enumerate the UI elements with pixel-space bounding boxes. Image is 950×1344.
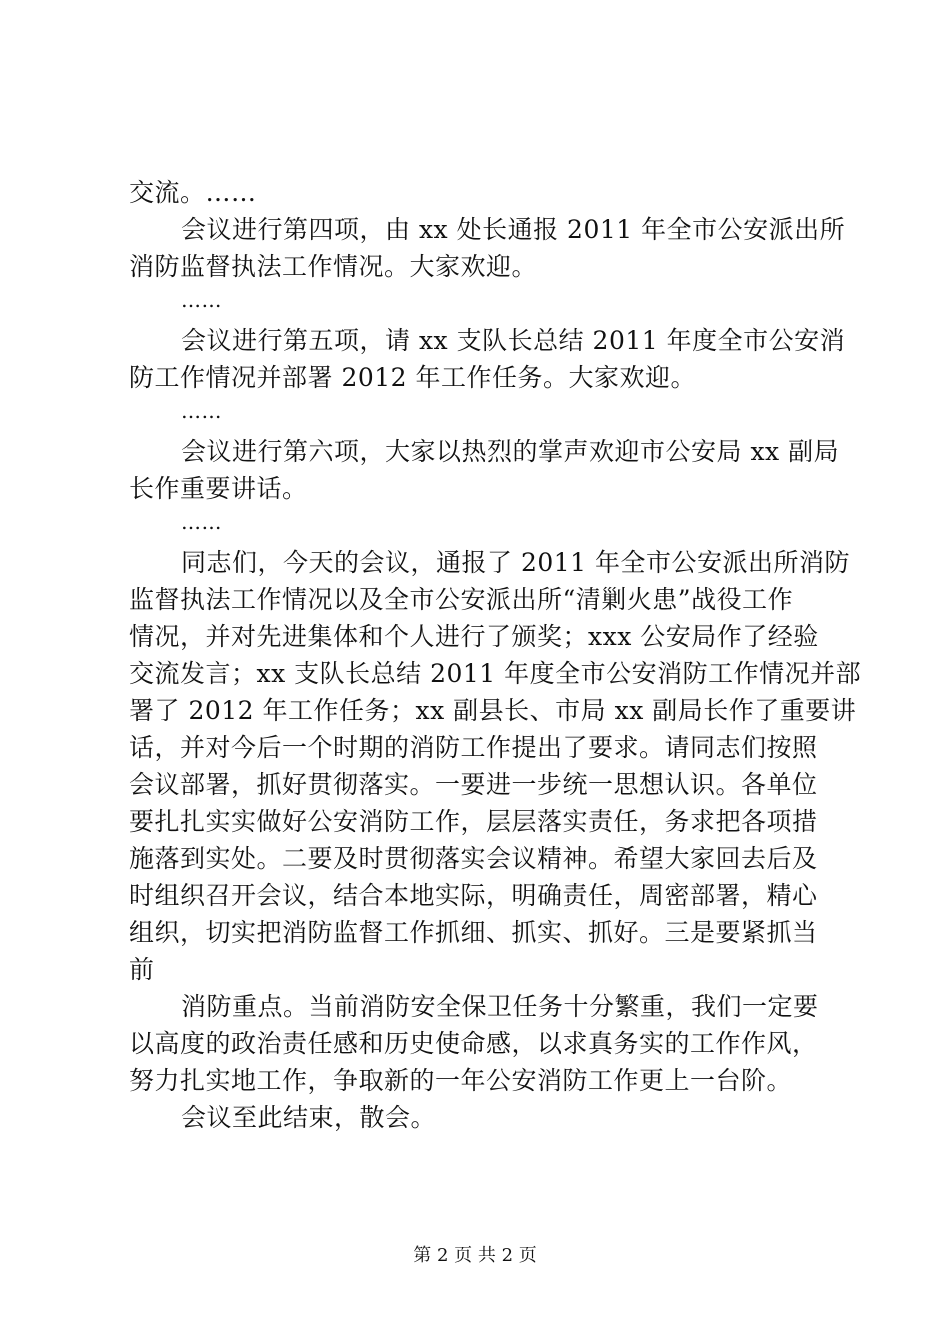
text-line: 情况，并对先进集体和个人进行了颁奖；xxx 公安局作了经验: [129, 622, 819, 651]
text-line: 会议进行第四项，由 xx 处长通报 2011 年全市公安派出所: [181, 215, 846, 244]
text-line: 施落到实处。二要及时贯彻落实会议精神。希望大家回去后及: [129, 844, 818, 873]
text-line: 努力扎实地工作，争取新的一年公安消防工作更上一台阶。: [129, 1066, 793, 1095]
page-footer: 第 2 页 共 2 页: [413, 1245, 537, 1266]
ellipsis-line: ……: [181, 510, 222, 534]
text-line: 会议至此结束，散会。: [181, 1103, 437, 1132]
text-line: 组织，切实把消防监督工作抓细、抓实、抓好。三是要紧抓当: [129, 918, 818, 947]
text-line: 署了 2012 年工作任务；xx 副县长、市局 xx 副局长作了重要讲: [129, 696, 857, 725]
text-line: 交流。……: [129, 178, 257, 207]
text-line: 防工作情况并部署 2012 年工作任务。大家欢迎。: [129, 363, 697, 392]
text-line: 时组织召开会议，结合本地实际，明确责任，周密部署，精心: [129, 881, 818, 910]
text-line: 消防重点。当前消防安全保卫任务十分繁重，我们一定要: [181, 992, 819, 1021]
text-line: 消防监督执法工作情况。大家欢迎。: [129, 252, 538, 281]
text-line: 前: [129, 955, 155, 984]
text-line: 会议进行第五项，请 xx 支队长总结 2011 年度全市公安消: [181, 326, 846, 355]
text-line: 会议部署，抓好贯彻落实。一要进一步统一思想认识。各单位: [129, 770, 818, 799]
text-line: 长作重要讲话。: [129, 474, 308, 503]
text-line: 同志们，今天的会议，通报了 2011 年全市公安派出所消防: [181, 548, 851, 577]
text-line: 监督执法工作情况以及全市公安派出所“清剿火患”战役工作: [129, 585, 794, 614]
text-line: 要扎扎实实做好公安消防工作，层层落实责任，务求把各项措: [129, 807, 818, 836]
ellipsis-line: ……: [181, 399, 222, 423]
text-line: 会议进行第六项，大家以热烈的掌声欢迎市公安局 xx 副局: [181, 437, 840, 466]
text-line: 话，并对今后一个时期的消防工作提出了要求。请同志们按照: [129, 733, 818, 762]
ellipsis-line: ……: [181, 288, 222, 312]
text-line: 交流发言；xx 支队长总结 2011 年度全市公安消防工作情况并部: [129, 659, 862, 688]
text-line: 以高度的政治责任感和历史使命感，以求真务实的工作作风，: [129, 1029, 818, 1058]
document-body: [129, 174, 862, 1136]
